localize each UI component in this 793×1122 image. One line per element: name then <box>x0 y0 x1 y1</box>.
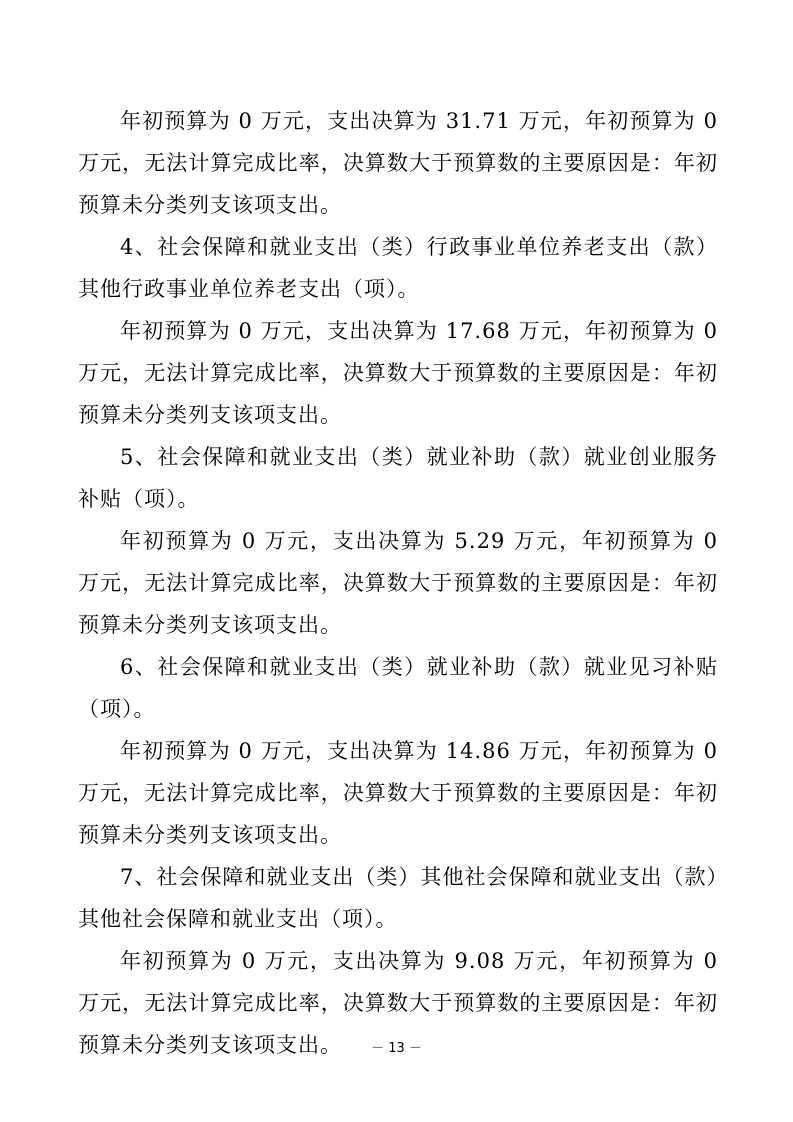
paragraph-heading-item-6: 6、社会保障和就业支出（类）就业补助（款）就业见习补贴（项）。 <box>78 655 718 721</box>
paragraph-heading-item-7: 7、社会保障和就业支出（类）其他社会保障和就业支出（款）其他社会保障和就业支出（项）。 <box>78 865 718 931</box>
page-number: － 13 － <box>371 1041 422 1056</box>
paragraph-budget-item-6: 年初预算为 0 万元，支出决算为 14.86 万元，年初预算为 0 万元，无法计算完成比率，决算数大于预算数的主要原因是：年初预算未分类列支该项支出。 <box>78 739 718 847</box>
body-text <box>78 100 718 1066</box>
paragraph-heading-item-4: 4、社会保障和就业支出（类）行政事业单位养老支出（款）其他行政事业单位养老支出（项）。 <box>78 235 718 301</box>
paragraph-budget-item-3: 年初预算为 0 万元，支出决算为 31.71 万元，年初预算为 0 万元，无法计算完成比率，决算数大于预算数的主要原因是：年初预算未分类列支该项支出。 <box>78 109 718 217</box>
paragraph-heading-item-5: 5、社会保障和就业支出（类）就业补助（款）就业创业服务补贴（项）。 <box>78 445 718 511</box>
paragraph-budget-item-5: 年初预算为 0 万元，支出决算为 5.29 万元，年初预算为 0 万元，无法计算完成比率，决算数大于预算数的主要原因是：年初预算未分类列支该项支出。 <box>78 529 718 637</box>
paragraph-budget-item-7: 年初预算为 0 万元，支出决算为 9.08 万元，年初预算为 0 万元，无法计算完成比率，决算数大于预算数的主要原因是：年初预算未分类列支该项支出。 <box>78 949 718 1057</box>
paragraph-budget-item-4: 年初预算为 0 万元，支出决算为 17.68 万元，年初预算为 0 万元，无法计算完成比率，决算数大于预算数的主要原因是：年初预算未分类列支该项支出。 <box>78 319 718 427</box>
